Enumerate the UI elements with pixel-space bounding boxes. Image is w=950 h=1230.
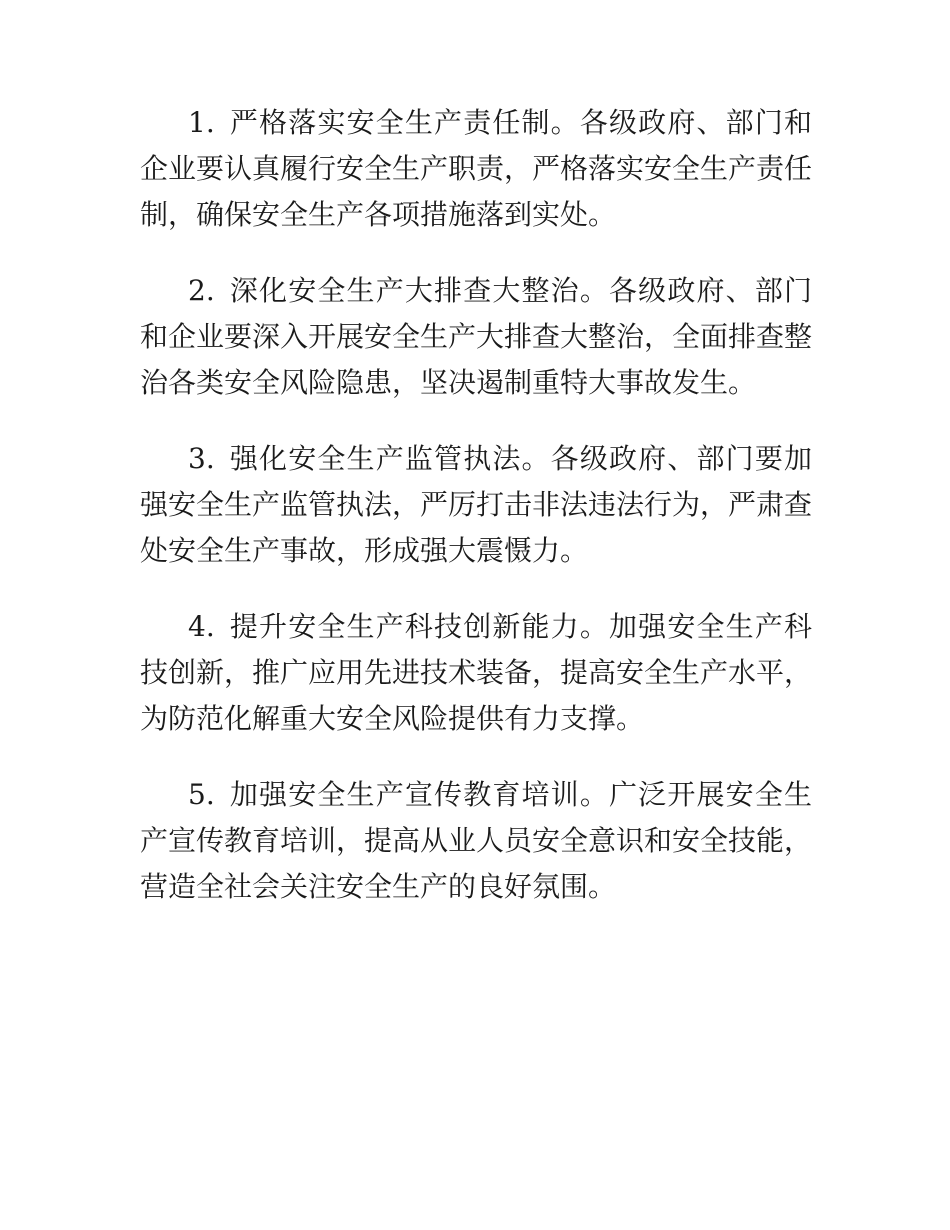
paragraph-text: 强化安全生产监管执法。各级政府、部门要加强安全生产监管执法，严厉打击非法违法行为，严肃查处安全生产事故，形成强大震慑力。 bbox=[140, 442, 813, 567]
paragraph-text: 深化安全生产大排查大整治。各级政府、部门和企业要深入开展安全生产大排查大整治，全面排查整治各类安全风险隐患，坚决遏制重特大事故发生。 bbox=[140, 274, 813, 399]
paragraph-number: 4. bbox=[188, 610, 215, 643]
paragraph-text: 加强安全生产宣传教育培训。广泛开展安全生产宣传教育培训，提高从业人员安全意识和安全技能，营造全社会关注安全生产的良好氛围。 bbox=[140, 778, 813, 903]
paragraph-number: 1. bbox=[188, 106, 215, 139]
paragraph-text: 严格落实安全生产责任制。各级政府、部门和企业要认真履行安全生产职责，严格落实安全生产责任制，确保安全生产各项措施落到实处。 bbox=[140, 106, 813, 231]
paragraph-2 bbox=[140, 268, 812, 406]
paragraph-3 bbox=[140, 436, 812, 574]
document-body bbox=[140, 100, 812, 940]
paragraph-1 bbox=[140, 100, 812, 238]
paragraph-5 bbox=[140, 772, 812, 910]
paragraph-number: 3. bbox=[188, 442, 215, 475]
paragraph-4 bbox=[140, 604, 812, 742]
paragraph-number: 2. bbox=[188, 274, 215, 307]
paragraph-number: 5. bbox=[188, 778, 215, 811]
paragraph-text: 提升安全生产科技创新能力。加强安全生产科技创新，推广应用先进技术装备，提高安全生产水平，为防范化解重大安全风险提供有力支撑。 bbox=[140, 610, 813, 735]
